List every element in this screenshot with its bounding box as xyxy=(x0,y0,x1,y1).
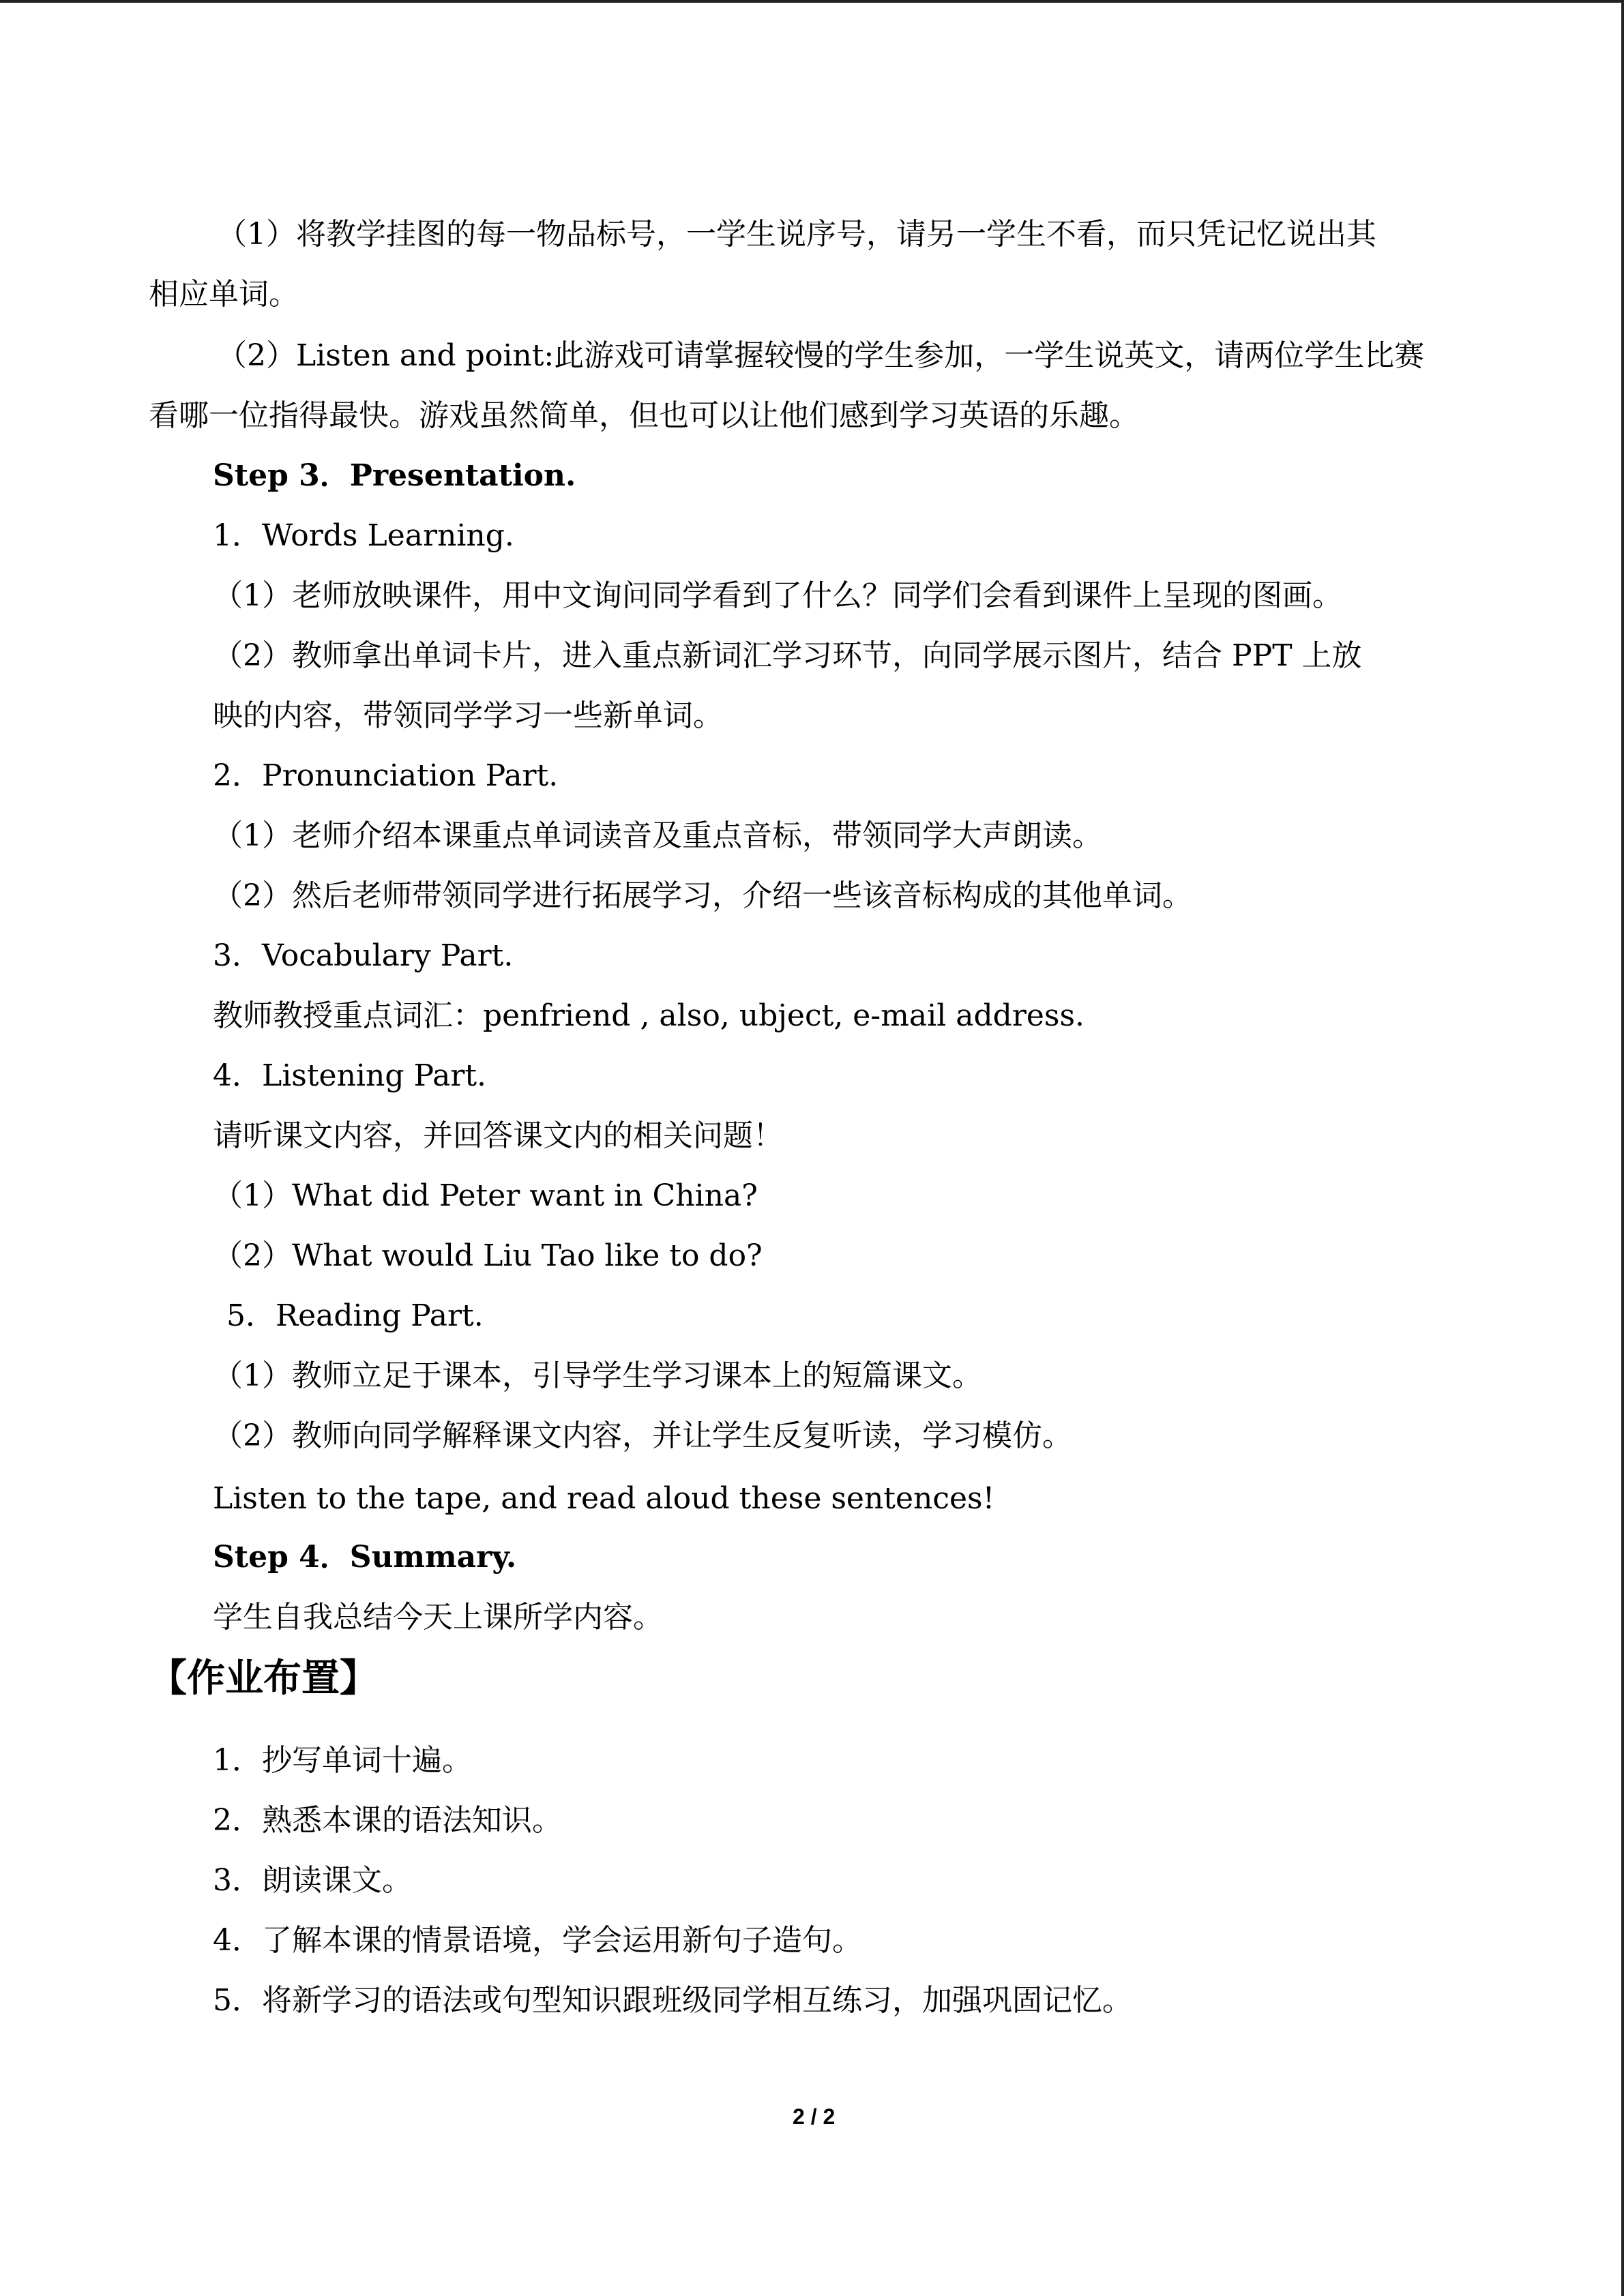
text-line: 3．Vocabulary Part. xyxy=(213,938,514,973)
right-border xyxy=(1621,0,1624,2296)
step-heading: Step 3．Presentation. xyxy=(213,458,576,493)
text-line: （2）Listen and point:此游戏可请掌握较慢的学生参加，一学生说英文，请两位学生比赛 xyxy=(217,338,1425,373)
homework-item: 3．朗读课文。 xyxy=(213,1863,412,1898)
text-line: 相应单词。 xyxy=(149,277,299,312)
text-line: （2）教师拿出单词卡片，进入重点新词汇学习环节，向同学展示图片，结合 PPT 上放 xyxy=(213,638,1362,673)
homework-item: 5．将新学习的语法或句型知识跟班级同学相互练习，加强巩固记忆。 xyxy=(213,1983,1132,2018)
text-line: 请听课文内容，并回答课文内的相关问题！ xyxy=(213,1118,783,1153)
text-line: 映的内容，带领同学学习一些新单词。 xyxy=(213,698,723,733)
text-line: （1）老师介绍本课重点单词读音及重点音标，带领同学大声朗读。 xyxy=(213,818,1102,853)
page-number: 2 / 2 xyxy=(793,2104,836,2129)
text-line: （2）What would Liu Tao like to do? xyxy=(213,1238,763,1273)
text-line: 2．Pronunciation Part. xyxy=(213,758,559,793)
text-line: （2）教师向同学解释课文内容，并让学生反复听读，学习模仿。 xyxy=(213,1418,1072,1453)
homework-heading: 【作业布置】 xyxy=(149,1656,378,1701)
text-line: 学生自我总结今天上课所学内容。 xyxy=(213,1600,663,1635)
text-line: 4．Listening Part. xyxy=(213,1058,487,1093)
text-line: 5．Reading Part. xyxy=(226,1298,484,1333)
homework-item: 4．了解本课的情景语境，学会运用新句子造句。 xyxy=(213,1923,862,1958)
text-line: Listen to the tape, and read aloud these sentences! xyxy=(213,1481,995,1516)
text-line: 1．Words Learning. xyxy=(213,518,514,553)
text-line: 教师教授重点词汇：penfriend , also, ubject, e-mail address. xyxy=(213,998,1085,1033)
text-line: （1）老师放映课件，用中文询问同学看到了什么？同学们会看到课件上呈现的图画。 xyxy=(213,578,1342,613)
text-line: （2）然后老师带领同学进行拓展学习，介绍一些该音标构成的其他单词。 xyxy=(213,878,1192,913)
text-line: （1）将教学挂图的每一物品标号，一学生说序号，请另一学生不看，而只凭记忆说出其 xyxy=(217,217,1376,252)
text-line: （1）What did Peter want in China? xyxy=(213,1178,758,1213)
homework-item: 1．抄写单词十遍。 xyxy=(213,1743,472,1778)
text-line: 看哪一位指得最快。游戏虽然简单，但也可以让他们感到学习英语的乐趣。 xyxy=(149,398,1139,433)
text-line: （1）教师立足于课本，引导学生学习课本上的短篇课文。 xyxy=(213,1358,982,1393)
step-heading: Step 4．Summary. xyxy=(213,1540,517,1575)
homework-item: 2．熟悉本课的语法知识。 xyxy=(213,1803,562,1838)
top-border xyxy=(0,0,1624,3)
